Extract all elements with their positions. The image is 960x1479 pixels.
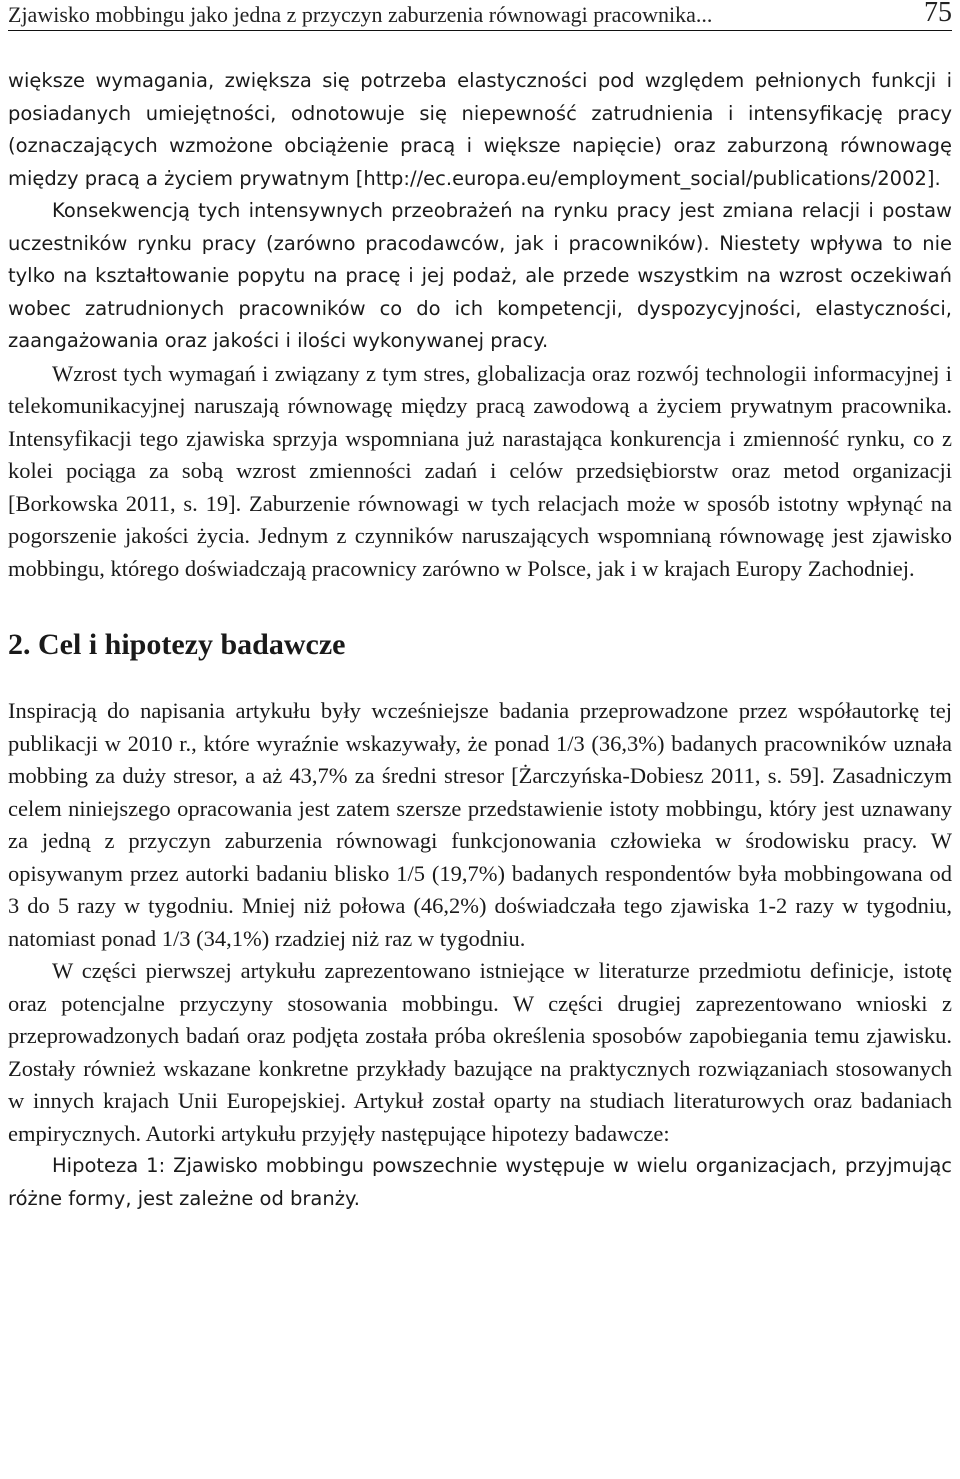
paragraph-consequences: Konsekwencją tych intensywnych przeobrażeń na rynku pracy jest zmiana relacji i postaw uczestników rynku pracy (zarówno pracodawców, jak i pracowników). Niestety wpływa to nie tylko na kształtowanie popytu na pracę i jej podaż, ale przede wszystkim na wzrost oczekiwań wobec zatrudnionych pracowników co do ich kompetencji, dyspozycyjności, elastyczności, zaangażowania oraz jakości i ilości wykonywanej pracy.: [8, 199, 952, 352]
paragraph-continued: większe wymagania, zwiększa się potrzeba elastyczności pod względem pełnionych funkcji i posiadanych umiejętności, odnotowuje się niepewność zatrudnienia i intensyfikację pracy (oznaczających wzmożone obciążenie pracą i większe napięcie) oraz zaburzoną równowagę między pracą a życiem prywatnym [http://ec.europa.eu/employment_social/publications/2002].: [8, 69, 952, 190]
page-number: 75: [924, 0, 952, 28]
running-header: [8, 0, 952, 31]
running-title: Zjawisko mobbingu jako jedna z przyczyn zaburzenia równowagi pracownika...: [8, 2, 713, 27]
paragraph-growing-demands: Wzrost tych wymagań i związany z tym stres, globalizacja oraz rozwój technologii informacyjnej i telekomunikacyjnej naruszają równowagę między pracą zawodową a życiem prywatnym pracownika. Intensyfikacji tego zjawiska sprzyja wspomniana już narastająca konkurencja i zmienność rynku, co z kolei pociąga za sobą wzrost zmienności zadań i celów przedsiębiorstw oraz metod organizacji [Borkowska 2011, s. 19]. Zaburzenie równowagi w tych relacjach może w sposób istotny wpłynąć na pogorszenie jakości życia. Jednym z czynników naruszających wspomnianą równowagę jest zjawisko mobbingu, którego doświadczają pracownicy zarówno w Polsce, jak i w krajach Europy Zachodniej.: [8, 360, 952, 581]
paragraph-inspiration: Inspiracją do napisania artykułu były wcześniejsze badania przeprowadzone przez współautorkę tej publikacji w 2010 r., które wyraźnie wskazywały, że ponad 1/3 (36,3%) badanych pracowników uznała mobbing za duży stresor, a aż 43,7% za średni stresor [Żarczyńska-Dobiesz 2011, s. 59]. Zasadniczym celem niniejszego opracowania jest zatem szersze przedstawienie istoty mobbingu, który jest uznawany za jedną z przyczyn zaburzenia równowagi funkcjonowania człowieka w środowisku pracy. W opisywanym przez autorki badaniu blisko 1/5 (19,7%) badanych respondentów była mobbingowana od 3 do 5 razy w tygodniu. Mniej niż połowa (46,2%) doświadczała tego zjawiska 1-2 razy w tygodniu, natomiast ponad 1/3 (34,1%) rzadziej niż raz w tygodniu.: [8, 698, 952, 951]
section-heading: 2. Cel i hipotezy badawcze: [8, 628, 346, 661]
document-page: [8, 0, 952, 1215]
paragraph-structure: W części pierwszej artykułu zaprezentowano istniejące w literaturze przedmiotu definicje, istotę oraz potencjalne przyczyny stosowania mobbingu. W części drugiej zaprezentowano wnioski z przeprowadzonych badań oraz podjęta została próba określenia sposobów zapobiegania temu zjawisku. Zostały również wskazane konkretne przykłady bazujące na praktycznych rozwiązaniach stosowanych w innych krajach Unii Europejskiej. Artykuł został oparty na studiach literaturowych oraz badaniach empirycznych. Autorki artykułu przyjęły następujące hipotezy badawcze:: [8, 958, 952, 1146]
paragraph-hypothesis-1: Hipoteza 1: Zjawisko mobbingu powszechnie występuje w wielu organizacjach, przyjmując różne formy, jest zależne od branży.: [8, 1154, 952, 1210]
